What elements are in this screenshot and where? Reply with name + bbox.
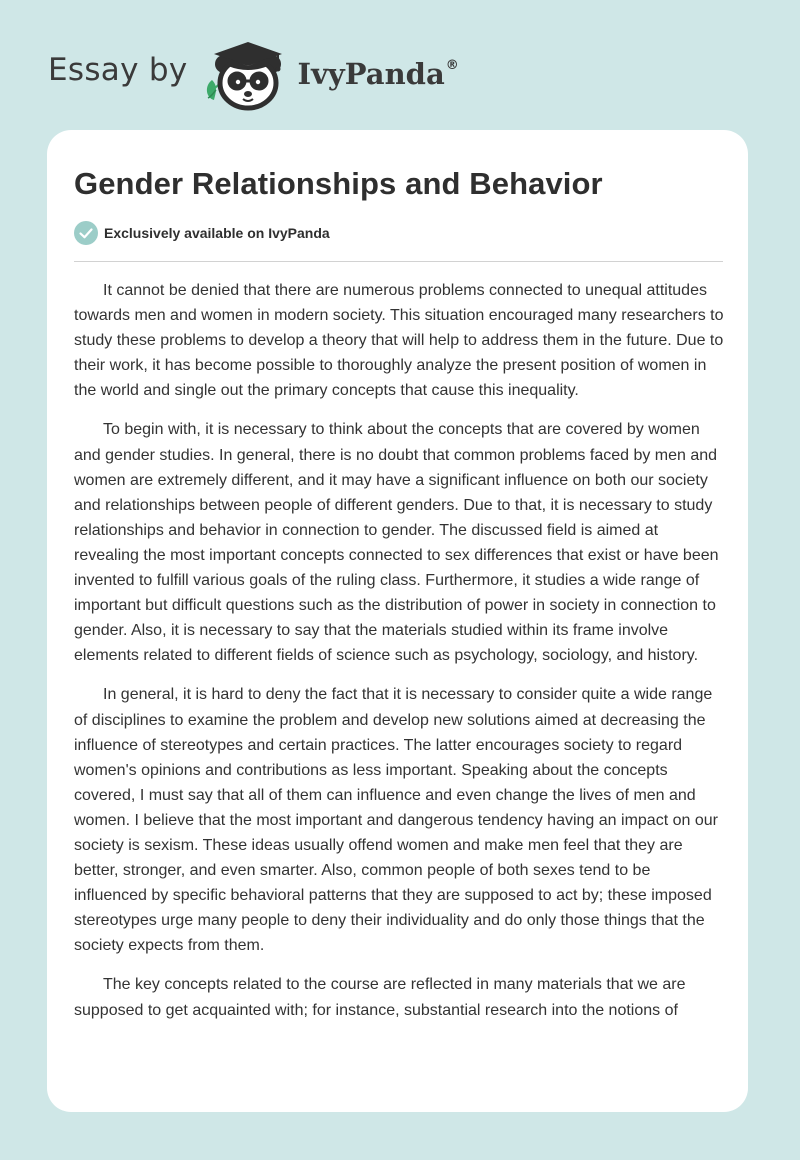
brand-name-text: IvyPanda: [297, 57, 445, 91]
brand-header: [48, 34, 459, 114]
paragraph: To begin with, it is necessary to think about the concepts that are covered by women and gender studies. In general, there is no doubt that common problems faced by men and women are extremely different, and it may have a significant influence on both our society and relationships between people of different genders. Due to that, it is necessary to study relationships and behavior in connection to gender. The discussed field is aimed at revealing the most important concepts connected to sex differences that exist or have been invented to fulfill various goals of the ruling class. Furthermore, it studies a wide range of important but difficult questions such as the distribution of power in society in connection to gender. Also, it is necessary to say that the materials studied within its frame involve elements related to different fields of science such as psychology, sociology, and history.: [74, 421, 719, 665]
paragraph: The key concepts related to the course are reflected in many materials that we are supposed to get acquainted with; for instance, substantial research into the notions of: [74, 976, 686, 1019]
exclusive-badge: [74, 221, 330, 245]
brand-prefix: Essay by: [48, 52, 188, 88]
check-circle-icon: [74, 221, 98, 245]
paragraph: It cannot be denied that there are numerous problems connected to unequal attitudes towards men and women in modern society. This situation encouraged many researchers to study these problems to develop a theory that will help to address them in the future. Due to their work, it has become possible to thoroughly analyze the present position of women in the world and single out the primary concepts that cause this inequality.: [74, 282, 724, 400]
brand-name: [298, 57, 459, 91]
essay-title: Gender Relationships and Behavior: [74, 166, 603, 201]
essay-card: [47, 130, 748, 1112]
registered-mark: ®: [445, 58, 459, 74]
exclusive-badge-label: Exclusively available on IvyPanda: [104, 225, 330, 241]
essay-body: [74, 278, 725, 1037]
paragraph: In general, it is hard to deny the fact that it is necessary to consider quite a wide range of disciplines to examine the problem and develop new solutions aimed at decreasing the influence of stereotypes and certain practices. The latter encourages society to regard women's opinions and contributions as less important. Speaking about the concepts covered, I must say that all of them can influence and even change the lives of men and women. I believe that the most important and dangerous tendency having an impact on our society is sexism. These ideas usually offend women and make men feel that they are better, stronger, and even smarter. Also, common people of both sexes tend to be influenced by specific behavioral patterns that they are supposed to act by; these imposed stereotypes urge many people to deny their individuality and do only those things that the society expects from them.: [74, 686, 718, 955]
title-divider: [74, 261, 723, 262]
panda-logo-icon: [202, 36, 294, 112]
